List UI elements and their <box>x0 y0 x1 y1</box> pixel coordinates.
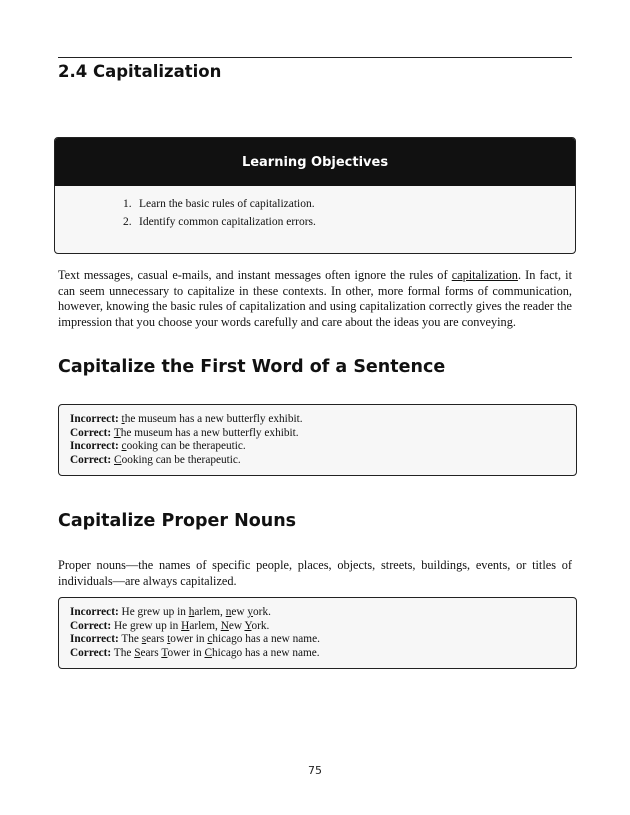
capitalization-link[interactable]: capitalization <box>451 268 518 282</box>
example-line: Incorrect: He grew up in harlem, new york. <box>70 606 271 618</box>
example-box-first-word <box>58 404 577 476</box>
example-line: Incorrect: the museum has a new butterfly exhibit. <box>70 413 303 425</box>
header-rule <box>58 57 572 58</box>
example-line: Correct: The museum has a new butterfly exhibit. <box>70 426 299 439</box>
objective-item: 2. Identify common capitalization errors. <box>123 216 316 228</box>
learning-objectives-box <box>54 137 576 254</box>
proper-nouns-paragraph: Proper nouns—the names of specific people, places, objects, streets, buildings, events, or titles of individuals—are always capitalized. <box>58 558 572 588</box>
objective-item: 1. Learn the basic rules of capitalization. <box>123 198 315 210</box>
example-line: Correct: The Sears Tower in Chicago has a new name. <box>70 646 320 659</box>
learning-objectives-list <box>123 198 575 228</box>
example-box-proper-nouns <box>58 597 577 669</box>
example-line: Incorrect: The sears tower in chicago has a new name. <box>70 633 320 646</box>
example-line: Correct: Cooking can be therapeutic. <box>70 453 241 466</box>
example-line: Correct: He grew up in Harlem, New York. <box>70 619 270 632</box>
page-number: 75 <box>308 764 322 777</box>
heading-first-word: Capitalize the First Word of a Sentence <box>58 357 446 377</box>
heading-proper-nouns: Capitalize Proper Nouns <box>58 511 297 531</box>
section-title: 2.4 Capitalization <box>58 62 222 81</box>
learning-objectives-heading: Learning Objectives <box>55 138 575 186</box>
intro-paragraph: Text messages, casual e-mails, and instant messages often ignore the rules of capitalization. In fact, it can seem unnecessary to capitalize in these contexts. In other, more formal forms of communication, however, knowing the basic rules of capitalization and using capitalization correctly gives the reader the impression that you choose your words carefully and care about the ideas you are conveying. <box>58 268 573 329</box>
example-line: Incorrect: cooking can be therapeutic. <box>70 440 246 453</box>
